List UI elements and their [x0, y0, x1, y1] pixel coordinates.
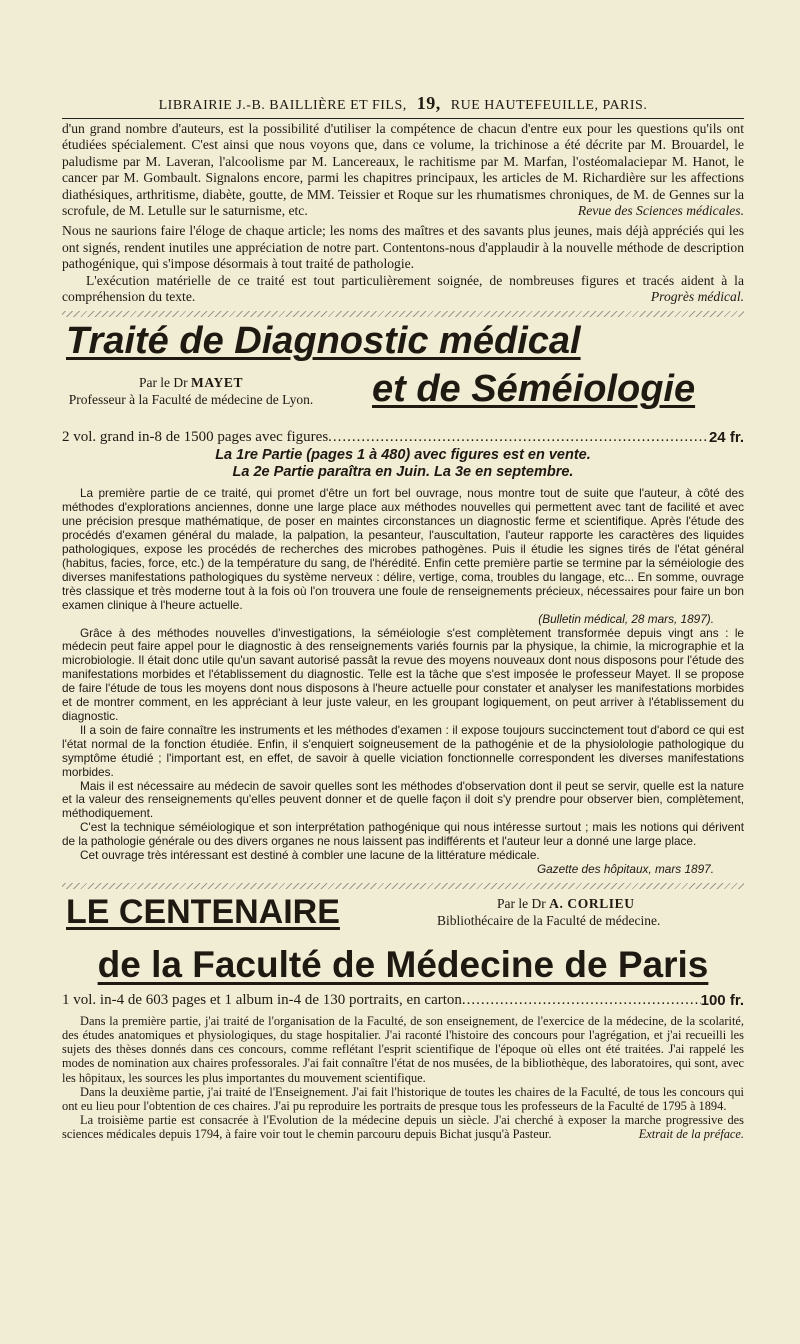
book2-paragraph-3	[62, 1113, 744, 1141]
book2-preface	[62, 1014, 744, 1142]
wavy-divider	[62, 311, 744, 317]
header-page-number: 19,	[416, 93, 441, 113]
book1-review-1: La première partie de ce traité, qui promet d'être un fort bel ouvrage, nous montre tout de suite que l'auteur, à côté des méthodes d'explorations anciennes, donne une large place aux méthodes nouvelles qui permettent avec tant de facilité et avec une précision presque mathématique, de poser en maintes circonstances un diagnostic ferme et scientifique. Après l'étude des procédés d'examen général du malade, la palpation, la pesanteur, l'auscultation, l'auteur rapporte les caractères des liquides pathologiques, expose les procédés de recherches des microbes pathogènes. Puis il étudie les signes tirés de l'état général (habitus, facies, force, etc.) de la température du sang, de l'hérédité. Enfin cette première partie se termine par la séméiologie des diverses manifestations pathologiques du système nerveux : délire, vertige, coma, troubles du langage, etc... En somme, ouvrage très classique et très moderne tout à la fois où l'on trouvera une foule de renseignements précieux, nécessaires pour faire un bon examen clinique à l'heure actuelle.	[62, 486, 744, 612]
book1-subtitle: et de Séméiologie	[372, 368, 696, 411]
book1-author-name: MAYET	[191, 375, 244, 391]
book2-price-line	[62, 991, 744, 1010]
book1-review-1-cite: (Bulletin médical, 28 mars, 1897).	[538, 611, 714, 626]
book1-price: 24 fr.	[708, 429, 744, 447]
book1-author-role: Professeur à la Faculté de médecine de Lyon.	[68, 392, 314, 408]
book1-note-2: La 2e Partie paraîtra en Juin. La 3e en septembre.	[232, 464, 574, 481]
book1-review-2-p2: Il a soin de faire connaître les instruments et les méthodes d'examen : il expose toujours succinctement tout d'abord ce qui est l'état normal de la fonction étudiée. Enfin, il s'enquiert soigneusement de la pathogénie et de la physiolologie pathologique du symptôme étudié ; l'important est, en effet, de savoir à quelle viciation fonctionnelle correspondent les diverses manifestations morbides.	[62, 722, 744, 779]
book1-title: Traité de Diagnostic médical	[66, 320, 581, 363]
intro-text-3: L'exécution matérielle de ce traité est tout particulièrement soignée, de nombreuses figures et tracés aident à la compréhension du texte.	[62, 272, 744, 305]
book1-author-row	[62, 368, 744, 428]
intro-paragraph-1	[62, 121, 744, 219]
intro-text-1: d'un grand nombre d'auteurs, est la possibilité d'utiliser la compétence de chacun d'entre eux pour les questions qu'ils ont étudiées spécialement. C'est ainsi que nous voyons que, dans ce volume, la trichinose a été décrite par M. Brouardel, le paludisme par M. Laveran, l'alcoolisme par M. Lancereaux, le rachitisme par M. Marfan, l'ostéomalaciepar M. Hanot, le cancer par M. Gombault. Signalons encore, parmi les chapitres principaux, les articles de M. Richardière sur les affections diathésiques, arthritisme, diabète, goutte, de MM. Teissier et Roque sur les rhumatismes chroniques, de M. de Gennes sur la scrofule, de M. Letulle sur le saturnisme, etc.	[62, 121, 744, 219]
book2-source: Extrait de la préface.	[638, 1127, 744, 1142]
book1-format: 2 vol. grand in-8 de 1500 pages avec figures	[62, 429, 329, 446]
book2-author-prefix: Par le Dr	[497, 895, 546, 911]
book2-paragraph-2: Dans la deuxième partie, j'ai traité de l'Enseignement. J'ai fait l'historique de toutes les chaires de la Faculté, de tous les concours qui ont eu lieu pour l'obtention de ces chaires. J'ai pu reproduire les portraits de presque tous les professeurs de la Faculté de 1795 à 1894.	[62, 1084, 744, 1114]
book2-subtitle: de la Faculté de Médecine de Paris	[97, 943, 709, 985]
book1-review-2-p4: C'est la technique séméiologique et son interprétation pathogénique qui nous intéresse surtout ; mais les notions qui dérivent de la pathologie générale ou des divers organes ne nous laissent pas indifférents et l'auteur leur a donné une large place.	[62, 820, 744, 849]
intro-paragraph-2: Nous ne saurions faire l'éloge de chaque article; les noms des maîtres et des savants plus jeunes, mais déjà appréciés qui les ont signés, rendent inutiles une appréciation de notre part. Contentons-nous d'applaudir à la nouvelle méthode de description pathogénique, qui s'impose désormais à tout traité de pathologie.	[62, 223, 744, 272]
intro-source-1: Revue des Sciences médicales.	[577, 203, 744, 219]
wavy-divider-2	[62, 883, 744, 889]
book2-price: 100 fr.	[700, 991, 744, 1009]
header-rule	[62, 118, 744, 119]
book1-review-2-p1: Grâce à des méthodes nouvelles d'investigations, la séméiologie s'est complètement transformée depuis vingt ans : le médecin peut faire appel pour le diagnostic à des renseignements variés fournis par la physique, la chimie, la micrographie et la microbiologie. Il était donc utile qu'un savant autorisé passât la revue des moyens nouveaux dont nous disposons pour l'étude des manifestations morbides et l'établissement du diagnostic. Telle est la tâche que s'est imposée le professeur Mayet. Il se propose de faire l'étude de tous les moyens dont nous disposons à l'heure actuelle pour constater et analyser les manifestations morbides et de montrer comment, en les appréciant à leur juste valeur, en les groupant logiquement, on peut arriver à l'établissement du diagnostic.	[62, 625, 744, 723]
book2-title: LE CENTENAIRE	[66, 892, 340, 931]
book2-author-name: A. CORLIEU	[549, 895, 635, 911]
book2-format: 1 vol. in-4 de 603 pages et 1 album in-4 de 130 portraits, en carton	[62, 991, 462, 1008]
book1-review-2-p5: Cet ouvrage très intéressant est destiné à combler une lacune de la littérature médicale.	[80, 848, 540, 863]
leader-dots-2	[462, 991, 701, 1010]
book1-note-1: La 1re Partie (pages 1 à 480) avec figures est en vente.	[215, 447, 591, 464]
book2-header-row	[62, 893, 744, 943]
header-right: RUE HAUTEFEUILLE, PARIS.	[450, 98, 648, 113]
book2-author-role: Bibliothécaire de la Faculté de médecine.	[437, 912, 661, 928]
book2-paragraph-1: Dans la première partie, j'ai traité de l'organisation de la Faculté, de son enseignement, de l'exercice de la médecine, de la scolarité, des études anatomiques et physiologiques, du stage hospitalier. J'ai raconté l'histoire des concours pour l'agrégation, et j'ai recueilli les sujets des thèses donnés dans ces concours, comme reflétant l'esprit scientifique de l'époque où elles ont été traitées. J'ai rappelé les modes de nomination aux chaires professorales. J'ai fait connaître l'état de nos musées, de la bibliothèque, des laboratoires, qui sont, avec les hôpitaux, les sources les plus importantes du mouvement scientifique.	[62, 1013, 744, 1085]
leader-dots	[328, 428, 709, 447]
book2-text-3: La troisième partie est consacrée à l'Evolution de la médecine depuis un siècle. J'ai cherché à exposer la marche progressive des sciences médicales depuis 1794, à faire voir tout le chemin parcouru depuis Bichat jusqu'à Pasteur.	[62, 1113, 744, 1142]
book1-author	[66, 374, 316, 408]
header-left: LIBRAIRIE J.-B. BAILLIÈRE ET FILS,	[158, 98, 407, 113]
intro-source-3: Progrès médical.	[650, 289, 744, 305]
running-header	[62, 93, 744, 117]
book1-price-line	[62, 428, 744, 447]
book1-author-prefix: Par le Dr	[138, 375, 188, 391]
book1-review-2-cite: Gazette des hôpitaux, mars 1897.	[536, 861, 714, 876]
book1-review-2-p3: Mais il est nécessaire au médecin de savoir quelles sont les méthodes d'observation dont il peut se servir, quelle est la nature et la valeur des renseignements qu'elles peuvent donner et de quelle façon il doit s'y prendre pour observer bien, complètement, méthodiquement.	[62, 778, 744, 821]
book2-author	[437, 895, 660, 929]
intro-paragraph-3	[62, 273, 744, 306]
book1-reviews	[62, 487, 744, 876]
intro-review	[62, 121, 744, 305]
